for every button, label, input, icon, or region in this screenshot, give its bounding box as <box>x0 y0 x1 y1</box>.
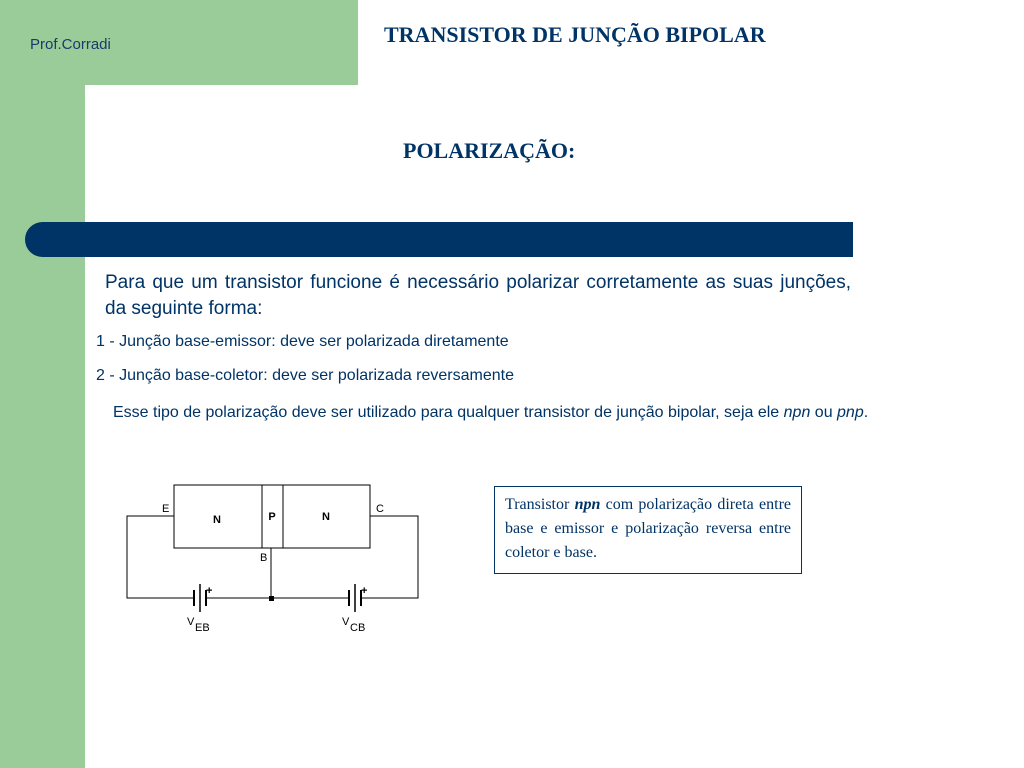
veb-label-sub: EB <box>195 622 210 634</box>
paragraph-connector: ou <box>810 404 838 421</box>
collector-label: C <box>376 503 384 515</box>
caption-npn: npn <box>574 496 601 513</box>
base-node <box>269 596 274 601</box>
veb-plus-sign: + <box>206 585 213 597</box>
slide-subtitle: POLARIZAÇÃO: <box>403 138 576 163</box>
vcb-label-sub: CB <box>350 622 366 634</box>
paragraph-end: . <box>863 404 869 421</box>
caption-text: com polarização direta entre base e emissor e polarização reversa entre coletor e base. <box>505 496 792 561</box>
list-item-base-collector: 2 - Junção base-coletor: deve ser polarizada reversamente <box>96 367 514 384</box>
slide-title: TRANSISTOR DE JUNÇÃO BIPOLAR <box>384 22 766 47</box>
emitter-wire <box>127 516 190 598</box>
rounded-corner <box>85 85 205 205</box>
paragraph-text: Esse tipo de polarização deve ser utilizado para qualquer transistor de junção bipolar, seja ele <box>113 404 784 421</box>
emitter-label: E <box>162 503 170 515</box>
base-label: B <box>260 552 268 564</box>
region-n-right: N <box>322 511 330 523</box>
transistor-circuit-diagram <box>120 478 430 638</box>
collector-wire <box>365 516 418 598</box>
left-green-band <box>0 0 85 768</box>
intro-paragraph: Para que um transistor funcione é necessário polarizar corretamente as suas junções, da seguinte forma: <box>105 272 851 319</box>
caption-prefix: Transistor <box>505 496 575 513</box>
region-p: P <box>268 511 276 523</box>
npn-term: npn <box>783 404 811 421</box>
region-n-left: N <box>213 514 221 526</box>
vcb-plus-sign: + <box>361 585 368 597</box>
veb-label-v: V <box>187 616 195 628</box>
caption-box <box>494 486 802 574</box>
pnp-term: pnp <box>837 404 864 421</box>
vcb-label-v: V <box>342 616 350 628</box>
polarization-paragraph <box>113 401 873 425</box>
divider-bar <box>25 222 853 257</box>
author-label: Prof.Corradi <box>30 36 111 53</box>
list-item-base-emitter: 1 - Junção base-emissor: deve ser polarizada diretamente <box>96 333 509 350</box>
